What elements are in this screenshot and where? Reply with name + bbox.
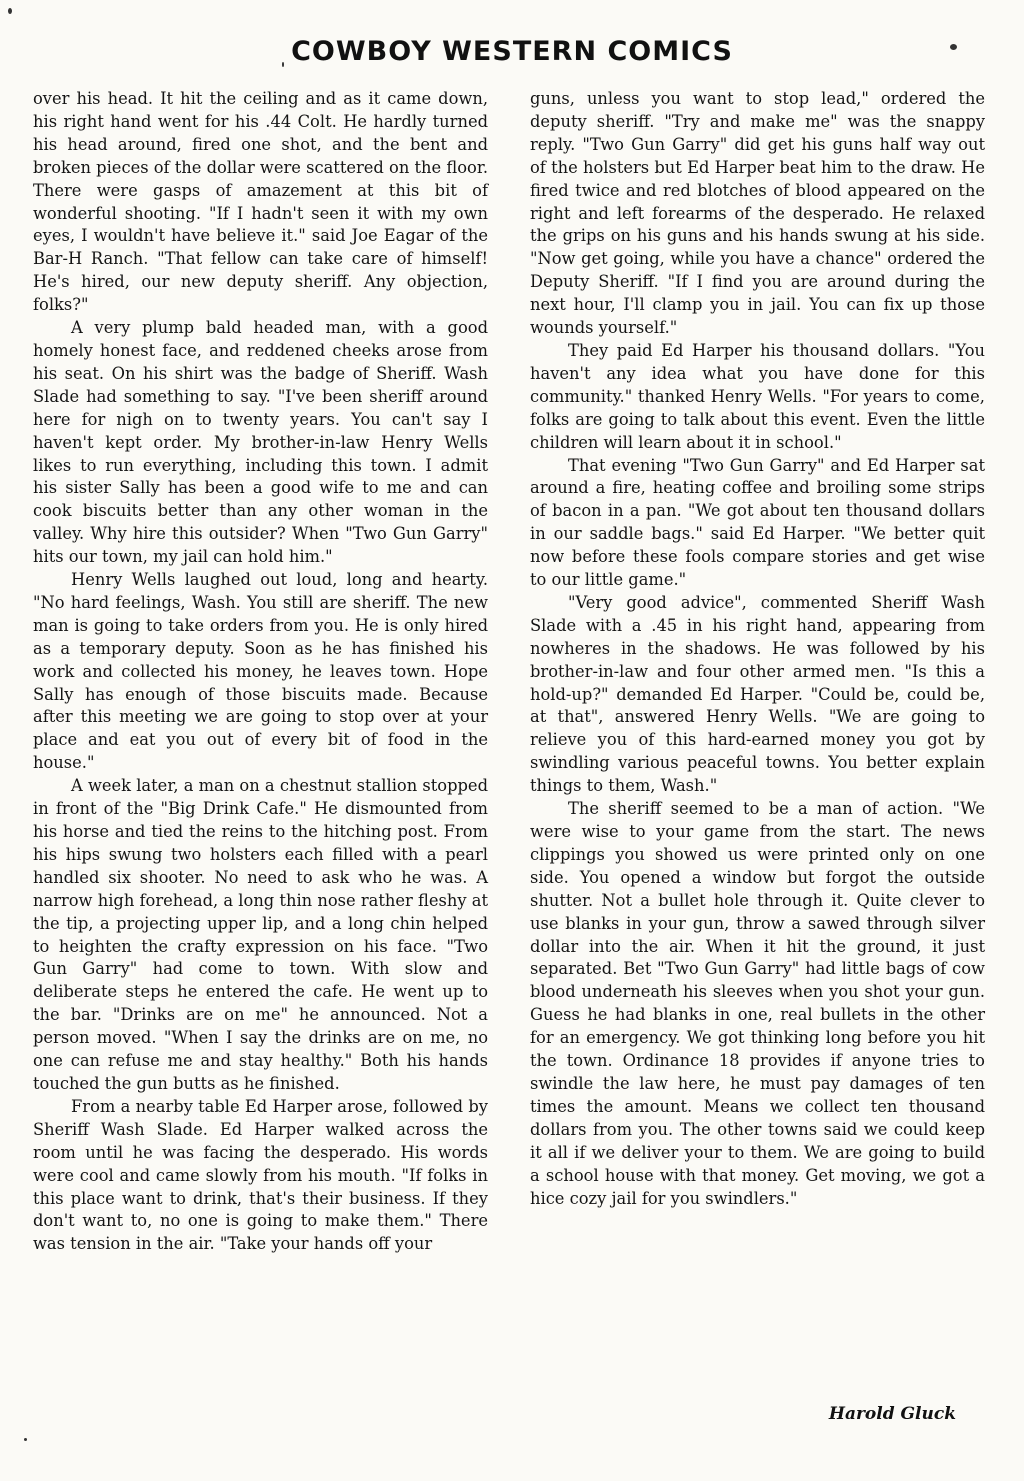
story-paragraph: guns, unless you want to stop lead," ordered the deputy sheriff. "Try and make me" was the snappy reply. "Two Gun Garry" did get his guns half way out of the holsters but Ed Harper beat him to the draw. He fired twice and red blotches of blood appeared on the right and left forearms of the desperado. He relaxed the grips on his guns and his hands swung at his side. "Now get going, while you have a chance" ordered the Deputy Sheriff. "If I find you are around during the next hour, I'll clamp you in jail. You can fix up those wounds yourself." [530,89,985,338]
author-signature: Harold Gluck [828,1404,956,1424]
story-paragraph: From a nearby table Ed Harper arose, followed by Sheriff Wash Slade. Ed Harper walked across the room until he was facing the desperado. His words were cool and came slowly from his mouth. "If folks in this place want to drink, that's their business. If they don't want to, no one is going to make them." There was tension in the air. "Take your hands off your [33,1096,488,1254]
story-paragraph: That evening "Two Gun Garry" and Ed Harper sat around a fire, heating coffee and broiling some strips of bacon in a pan. "We got about ten thousand dollars in our saddle bags." said Ed Harper. "We better quit now before these fools compare stories and get wise to our little game." [530,455,985,590]
story-column-right [530,88,985,1210]
story-paragraph: Henry Wells laughed out loud, long and hearty. "No hard feelings, Wash. You still are sheriff. The new man is going to take orders from you. He is only hired as a temporary deputy. Soon as he has finished his work and collected his money, he leaves town. Hope Sally has enough of those biscuits made. Because after this meeting we are going to stop over at your place and eat you out of every bit of food in the house." [33,570,488,773]
print-speck [950,44,957,50]
story-paragraph: The sheriff seemed to be a man of action. "We were wise to your game from the start. The news clippings you showed us were printed only on one side. You opened a window but forgot the outside shutter. Not a bullet hole through it. Quite clever to use blanks in your gun, throw a sawed through silver dollar into the air. When it hit the ground, it just separated. Bet "Two Gun Garry" had little bags of cow blood underneath his sleeves when you shot your gun. Guess he had blanks in one, real bullets in the other for an emergency. We got thinking long before you hit the town. Ordinance 18 provides if anyone tries to swindle the law here, he must pay damages of ten times the amount. Means we collect ten thousand dollars from you. The other towns said we could keep it all if we deliver your to them. We are going to build a school house with that money. Get moving, we got a hice cozy jail for you swindlers." [530,799,985,1208]
story-paragraph: They paid Ed Harper his thousand dollars. "You haven't any idea what you have done for this community." thanked Henry Wells. "For years to come, folks are going to talk about this event. Even the little children will learn about it in school." [530,340,985,452]
story-paragraph: A week later, a man on a chestnut stallion stopped in front of the "Big Drink Cafe." He dismounted from his horse and tied the reins to the hitching post. From his hips swung two holsters each filled with a pearl handled six shooter. No need to ask who he was. A narrow high forehead, a long thin nose rather fleshy at the tip, a projecting upper lip, and a long chin helped to heighten the crafty expression on his face. "Two Gun Garry" had come to town. With slow and deliberate steps he entered the cafe. He went up to the bar. "Drinks are on me" he announced. Not a person moved. "When I say the drinks are on me, no one can refuse me and stay healthy." Both his hands touched the gun butts as he finished. [33,776,488,1093]
print-speck [282,62,284,67]
print-speck [8,8,12,14]
print-speck [24,1438,27,1441]
page-header-title: COWBOY WESTERN COMICS [291,36,733,67]
story-paragraph: over his head. It hit the ceiling and as it came down, his right hand went for his .44 Colt. He hardly turned his head around, fired one shot, and the bent and broken pieces of the dollar were scattered on the floor. There were gasps of amazement at this bit of wonderful shooting. "If I hadn't seen it with my own eyes, I wouldn't have believe it." said Joe Eagar of the Bar-H Ranch. "That fellow can take care of himself! He's hired, our new deputy sheriff. Any objection, folks?" [33,89,488,315]
story-paragraph: "Very good advice", commented Sheriff Wash Slade with a .45 in his right hand, appearing from nowheres in the shadows. He was followed by his brother-in-law and four other armed men. "Is this a hold-up?" demanded Ed Harper. "Could be, could be, at that", answered Henry Wells. "We are going to relieve you of this hard-earned money you got by swindling various peaceful towns. You better explain things to them, Wash." [530,592,985,796]
story-column-left [33,88,488,1256]
story-paragraph: A very plump bald headed man, with a good homely honest face, and reddened cheeks arose from his seat. On his shirt was the badge of Sheriff. Wash Slade had something to say. "I've been sheriff around here for nigh on to twenty years. You can't say I haven't kept order. My brother-in-law Henry Wells likes to run everything, including this town. I admit his sister Sally has been a good wife to me and can cook biscuits better than any other woman in the valley. Why hire this outsider? When "Two Gun Garry" hits our town, my jail can hold him." [33,318,488,567]
